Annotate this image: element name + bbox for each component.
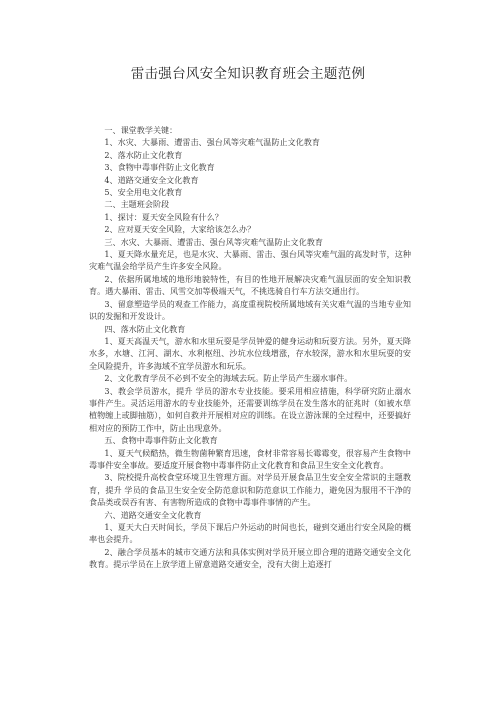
list-item: 4、道路交通安全文化教育 [104, 174, 199, 185]
body-paragraph: 3、留意塑造学员的观查工作能力，高度重视院校所属地域有关灾难气温的当地专业知识的发掘和开发设计。 [89, 298, 411, 322]
body-paragraph: 3、院校提升高校食堂环境卫生管理方面。对学员开展食品卫生安全安全常识的主题教育，提升 学员的食品卫生安全安全防范意识和防范意识工作能力，避免因为服用不干净的食品类或误吞有害、有害物所造成的食物中毒事件事情的产生。 [89, 472, 411, 508]
body-paragraph: 2、融合学员基本的城市交通方法和具体实例对学员开展立即合理的道路交通安全文化教育。提示学员在上放学道上留意道路交通安全，没有大街上追逐打 [89, 546, 411, 570]
section-heading: 三、水灾、大暴雨、遭雷击、强台风等灾难气温防止文化教育 [104, 236, 323, 247]
body-paragraph: 2、文化教育学员不必到不安全的海域去玩。防止学员产生溺水事件。 [104, 373, 353, 384]
list-item: 1、水灾、大暴雨、遭雷击、强台风等灾难气温防止文化教育 [104, 137, 320, 148]
body-paragraph: 1、夏天降水量充足，也是水灾、大暴雨、雷击、强台风等灾难气温的高发时节，这种灾难气温会给学员产生许多安全风险。 [89, 249, 411, 272]
body-paragraph: 3、教会学员游水，提升 学员的游水专业技能。要采用相应措施，科学研究防止溺水事件产生。灵活运用游水的专业技能外，还需要训练学员在发生落水的征兆时（如被水草植物缠上或脚抽筋），如何自救并开展相对应的训练。在设立游泳课的全过程中，还要搞好相对应的预防工作中，防止出现意外。 [89, 385, 411, 433]
list-item: 3、食物中毒事件防止文化教育 [104, 162, 215, 173]
body-paragraph: 1、夏天大白天时间长，学员下课后户外运动的时间也长，碰到交通出行安全风险的概率也会提升。 [89, 522, 411, 545]
section-heading: 四、落水防止文化教育 [104, 323, 186, 334]
section-heading: 六、道路交通安全文化教育 [104, 509, 202, 520]
list-item: 1、探讨：夏天安全风险有什么？ [104, 211, 223, 222]
section-heading: 二、主题班会阶段 [104, 199, 170, 210]
list-item: 2、落水防止文化教育 [104, 149, 183, 160]
body-paragraph: 2、依据所属地域的地形地貌特性，有目的性地开展解决灾难气温层面的安全知识教育。遇大暴雨、雷击、风雪交加等极端天气，不挑选骑自行车方法交通出行。 [89, 273, 411, 297]
section-heading: 一、课堂教学关键： [104, 125, 178, 135]
list-item: 5、安全用电文化教育 [104, 187, 183, 198]
body-paragraph: 1、夏天高温天气，游水和水里玩耍是学员钟爱的健身运动和玩耍方法。另外，夏天降水多，水塘、江河、湖水、水利枢纽、沙坑水位线增涨，存水较深，游水和水里玩耍的安全风险提升，许多海域不宜学员游水和玩乐。 [89, 335, 411, 371]
document-title: 雷击强台风安全知识教育班会主题范例 [130, 66, 366, 82]
section-heading: 五、食物中毒事件防止文化教育 [104, 435, 218, 446]
list-item: 2、应对夏天安全风险，大家给该怎么办？ [104, 224, 256, 235]
document-body [89, 124, 411, 571]
body-paragraph: 1、夏天气候酷热，微生物菌种繁育迅速，食材非常容易长霉霉变，很容易产生食物中毒事件安全事故。要适度开展食物中毒事件防止文化教育和食品卫生安全文化教育。 [89, 447, 411, 470]
